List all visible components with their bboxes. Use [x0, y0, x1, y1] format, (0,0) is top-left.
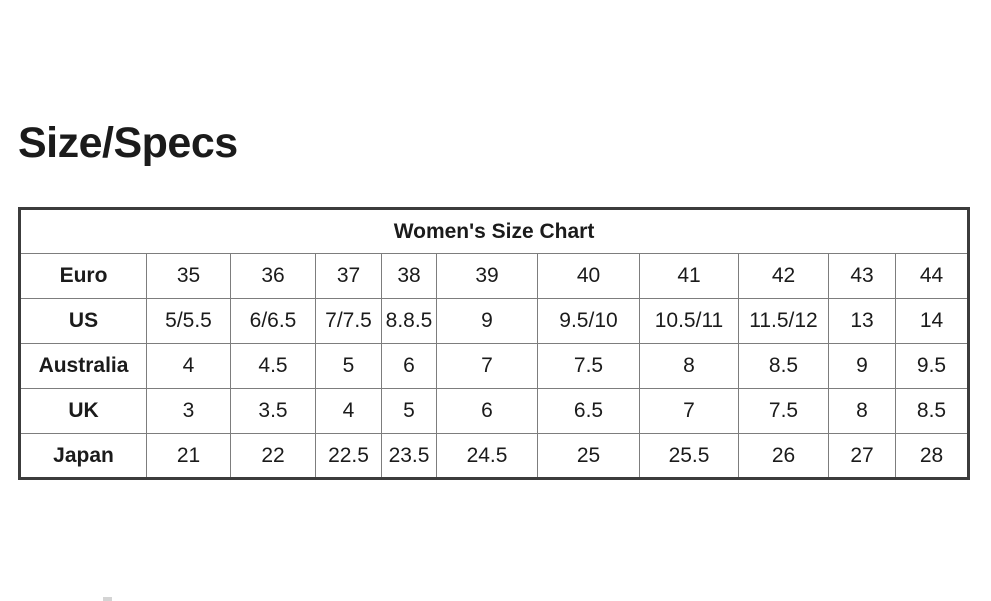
- size-cell: 39: [437, 254, 538, 299]
- size-cell: 6.5: [538, 389, 640, 434]
- row-label-uk: UK: [20, 389, 147, 434]
- size-cell: 44: [896, 254, 969, 299]
- table-row-uk: [20, 389, 969, 434]
- table-row-euro: [20, 254, 969, 299]
- row-label-japan: Japan: [20, 434, 147, 479]
- size-cell: 13: [829, 299, 896, 344]
- size-cell: 23.5: [382, 434, 437, 479]
- size-cell: 7: [640, 389, 739, 434]
- size-cell: 8.8.5: [382, 299, 437, 344]
- table-title-row: [20, 209, 969, 254]
- size-cell: 7.5: [739, 389, 829, 434]
- size-cell: 9.5/10: [538, 299, 640, 344]
- size-cell: 38: [382, 254, 437, 299]
- size-cell: 3: [147, 389, 231, 434]
- size-cell: 3.5: [231, 389, 316, 434]
- size-cell: 10.5/11: [640, 299, 739, 344]
- size-cell: 28: [896, 434, 969, 479]
- size-cell: 21: [147, 434, 231, 479]
- size-cell: 8.5: [896, 389, 969, 434]
- size-cell: 6/6.5: [231, 299, 316, 344]
- size-cell: 8: [640, 344, 739, 389]
- size-cell: 27: [829, 434, 896, 479]
- size-cell: 4: [316, 389, 382, 434]
- size-cell: 9: [437, 299, 538, 344]
- size-chart-container: [18, 207, 971, 480]
- table-title: Women's Size Chart: [20, 209, 969, 254]
- size-cell: 5: [316, 344, 382, 389]
- row-label-us: US: [20, 299, 147, 344]
- size-cell: 5/5.5: [147, 299, 231, 344]
- table-row-australia: [20, 344, 969, 389]
- size-cell: 5: [382, 389, 437, 434]
- partial-element-below-fold: [103, 597, 112, 601]
- row-label-australia: Australia: [20, 344, 147, 389]
- size-cell: 4.5: [231, 344, 316, 389]
- table-row-us: [20, 299, 969, 344]
- size-cell: 7/7.5: [316, 299, 382, 344]
- size-cell: 9: [829, 344, 896, 389]
- size-cell: 22: [231, 434, 316, 479]
- size-cell: 6: [382, 344, 437, 389]
- size-cell: 6: [437, 389, 538, 434]
- size-cell: 36: [231, 254, 316, 299]
- size-cell: 8.5: [739, 344, 829, 389]
- size-cell: 25: [538, 434, 640, 479]
- size-cell: 43: [829, 254, 896, 299]
- size-cell: 25.5: [640, 434, 739, 479]
- size-cell: 14: [896, 299, 969, 344]
- size-cell: 4: [147, 344, 231, 389]
- size-cell: 8: [829, 389, 896, 434]
- size-cell: 26: [739, 434, 829, 479]
- table-row-japan: [20, 434, 969, 479]
- size-specs-section: [0, 120, 991, 480]
- size-cell: 22.5: [316, 434, 382, 479]
- size-cell: 37: [316, 254, 382, 299]
- row-label-euro: Euro: [20, 254, 147, 299]
- size-cell: 9.5: [896, 344, 969, 389]
- size-cell: 7: [437, 344, 538, 389]
- size-cell: 35: [147, 254, 231, 299]
- womens-size-chart-table: [18, 207, 970, 480]
- size-cell: 42: [739, 254, 829, 299]
- size-cell: 7.5: [538, 344, 640, 389]
- size-cell: 40: [538, 254, 640, 299]
- size-cell: 11.5/12: [739, 299, 829, 344]
- size-cell: 41: [640, 254, 739, 299]
- size-cell: 24.5: [437, 434, 538, 479]
- page-title: Size/Specs: [18, 119, 238, 167]
